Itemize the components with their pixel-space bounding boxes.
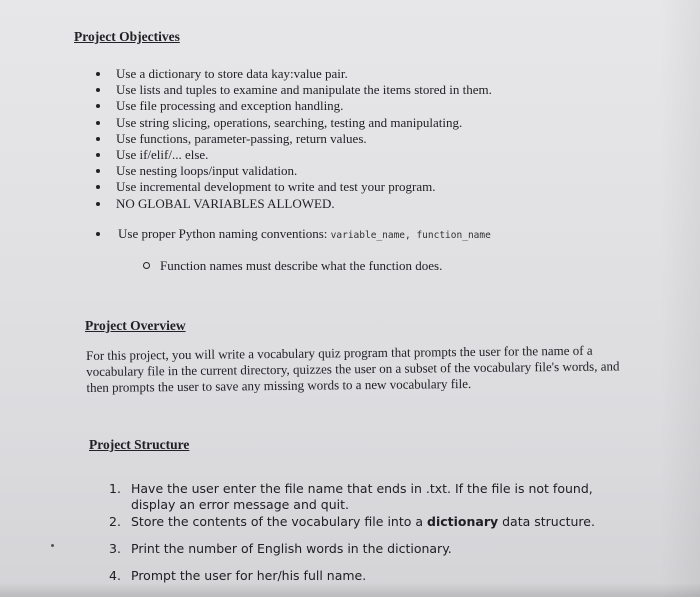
objective-text: Use lists and tuples to examine and manipulate the items stored in them. bbox=[116, 82, 492, 98]
structure-item-number: 2. bbox=[109, 514, 121, 529]
objective-item bbox=[96, 115, 492, 131]
page-shadow-right bbox=[660, 0, 700, 597]
bullet-icon bbox=[96, 137, 100, 141]
bullet-icon bbox=[96, 232, 100, 236]
structure-item-text: Prompt the user for her/his full name. bbox=[131, 568, 367, 583]
naming-conventions-item bbox=[96, 226, 491, 242]
structure-item bbox=[109, 568, 611, 584]
objective-item bbox=[96, 131, 492, 147]
objective-text: Use a dictionary to store data kay:value pair. bbox=[116, 66, 348, 81]
objective-text: NO GLOBAL VARIABLES ALLOWED. bbox=[116, 195, 335, 211]
objective-item bbox=[96, 66, 492, 82]
structure-item-text-post: data structure. bbox=[498, 514, 595, 529]
objective-item bbox=[96, 98, 492, 114]
naming-sub-item bbox=[143, 258, 442, 274]
structure-item bbox=[109, 481, 611, 513]
objective-text: Use functions, parameter-passing, return values. bbox=[116, 130, 367, 146]
naming-code-example: variable_name, function_name bbox=[330, 230, 491, 241]
structure-item bbox=[109, 514, 611, 530]
objective-text: Use string slicing, operations, searching, testing and manipulating. bbox=[116, 114, 463, 130]
bullet-icon bbox=[96, 72, 100, 76]
objective-item bbox=[96, 179, 492, 195]
objective-text: Use incremental development to write and test your program. bbox=[116, 179, 436, 195]
objectives-heading: Project Objectives bbox=[74, 29, 180, 44]
stray-mark bbox=[51, 544, 54, 547]
bullet-icon bbox=[96, 88, 100, 92]
objective-item bbox=[96, 196, 492, 212]
objective-item bbox=[96, 163, 492, 179]
naming-sub-item-text: Function names must describe what the function does. bbox=[160, 258, 443, 273]
overview-paragraph: For this project, you will write a vocabulary quiz program that prompts the user for the name of a vocabulary file in the current directory, quizzes the user on a subset of the vocabulary file's words, and then prompts the user to save any missing words to a new vocabulary file. bbox=[86, 342, 620, 395]
bullet-icon bbox=[96, 185, 100, 189]
objective-item bbox=[96, 82, 492, 98]
structure-list bbox=[109, 481, 611, 584]
structure-item bbox=[109, 541, 611, 557]
structure-item-number: 1. bbox=[109, 481, 121, 496]
objective-item bbox=[96, 147, 492, 163]
objective-text: Use file processing and exception handling. bbox=[116, 98, 344, 114]
structure-item-number: 4. bbox=[109, 568, 121, 583]
bullet-icon bbox=[96, 104, 100, 108]
bullet-icon bbox=[96, 153, 100, 157]
bullet-icon bbox=[96, 169, 100, 173]
page-shadow-bottom bbox=[0, 583, 700, 597]
naming-conventions-label: Use proper Python naming conventions: bbox=[118, 226, 328, 241]
structure-heading: Project Structure bbox=[89, 437, 190, 452]
structure-item-text: Have the user enter the file name that ends in .txt. If the file is not found, display an error message and quit. bbox=[131, 481, 593, 512]
bullet-icon bbox=[96, 202, 100, 206]
overview-heading: Project Overview bbox=[85, 318, 186, 333]
structure-item-bold-term: dictionary bbox=[427, 514, 499, 529]
structure-item-text: Print the number of English words in the dictionary. bbox=[131, 541, 452, 556]
objective-text: Use nesting loops/input validation. bbox=[116, 163, 298, 179]
structure-item-number: 3. bbox=[109, 541, 121, 556]
structure-item-text-pre: Store the contents of the vocabulary file into a bbox=[131, 514, 427, 529]
bullet-icon bbox=[96, 121, 100, 125]
objectives-list bbox=[96, 66, 492, 212]
hollow-bullet-icon bbox=[143, 262, 150, 269]
objective-text: Use if/elif/... else. bbox=[116, 147, 209, 163]
